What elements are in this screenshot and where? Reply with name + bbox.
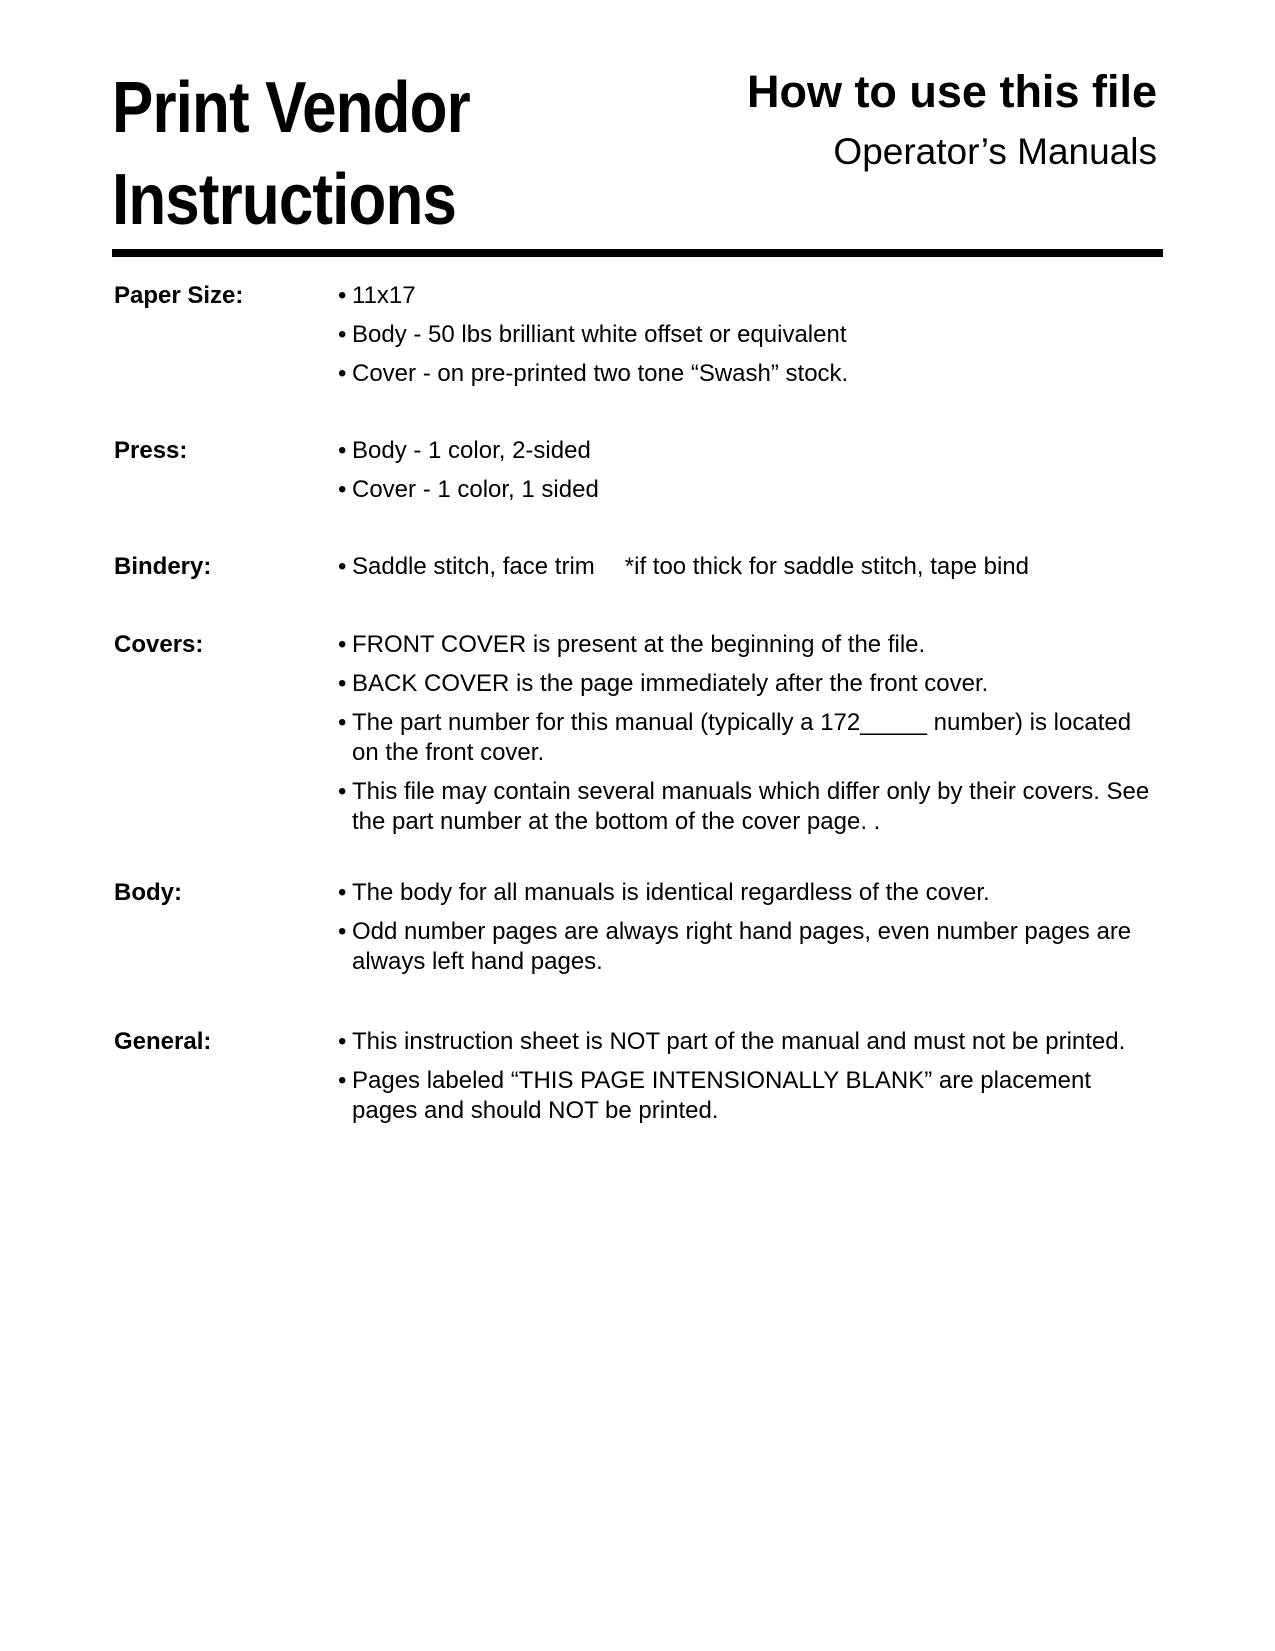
list-item-text: This file may contain several manuals which differ only by their covers. See the part number at the bottom of the cover page. . <box>352 778 1150 835</box>
section-label: Body: <box>114 879 182 906</box>
list-item-text: The part number for this manual (typically a 172_____ number) is located on the front cover. <box>352 709 1132 766</box>
section-items <box>338 878 1158 986</box>
bullet-icon: • <box>338 282 347 309</box>
list-item-note: *if too thick for saddle stitch, tape bind <box>624 553 1029 580</box>
subtitle-main: How to use this file <box>746 66 1157 117</box>
section-label: General: <box>114 1028 212 1055</box>
bullet-icon: • <box>338 709 347 736</box>
list-item-text: Body - 1 color, 2-sided <box>352 437 591 464</box>
bullet-icon: • <box>338 918 347 945</box>
list-item <box>338 359 1158 389</box>
list-item <box>338 436 1158 466</box>
bullet-icon: • <box>338 879 347 906</box>
list-item-text: FRONT COVER is present at the beginning of the file. <box>352 631 926 658</box>
list-item <box>338 320 1158 350</box>
list-item-text: Cover - on pre-printed two tone “Swash” stock. <box>352 360 849 387</box>
list-item <box>338 878 1158 908</box>
list-item-text: 11x17 <box>352 282 416 309</box>
section-label: Bindery: <box>114 553 212 580</box>
section-label: Covers: <box>114 631 204 658</box>
list-item <box>338 1027 1158 1057</box>
section-items <box>338 1027 1158 1135</box>
bullet-icon: • <box>338 631 347 658</box>
section-label: Press: <box>114 437 188 464</box>
list-item-text: BACK COVER is the page immediately after the front cover. <box>352 670 989 697</box>
list-item-text: The body for all manuals is identical regardless of the cover. <box>352 879 990 906</box>
list-item-text: Pages labeled “THIS PAGE INTENSIONALLY BLANK” are placement pages and should NOT be printed. <box>352 1067 1091 1124</box>
list-item-text: Odd number pages are always right hand pages, even number pages are always left hand pages. <box>352 918 1132 975</box>
list-item-text: Body - 50 lbs brilliant white offset or equivalent <box>352 321 847 348</box>
header-divider <box>112 249 1163 257</box>
bullet-icon: • <box>338 553 347 580</box>
bullet-icon: • <box>338 437 347 464</box>
list-item-text: Cover - 1 color, 1 sided <box>352 476 599 503</box>
list-item <box>338 552 1158 582</box>
list-item <box>338 708 1158 768</box>
list-item <box>338 669 1158 699</box>
list-item <box>338 777 1158 837</box>
list-item <box>338 1066 1158 1126</box>
bullet-icon: • <box>338 321 347 348</box>
list-item <box>338 917 1158 977</box>
list-item-text: Saddle stitch, face trim <box>352 553 595 580</box>
title-line-1: Print Vendor <box>112 68 470 148</box>
section-items <box>338 436 1158 514</box>
header-right <box>747 62 1157 182</box>
bullet-icon: • <box>338 1067 347 1094</box>
section-items <box>338 281 1158 398</box>
section-label: Paper Size: <box>114 282 244 309</box>
bullet-icon: • <box>338 360 347 387</box>
page-title <box>112 62 470 246</box>
list-item <box>338 281 1158 311</box>
list-item <box>338 475 1158 505</box>
section-items <box>338 552 1158 591</box>
bullet-icon: • <box>338 778 347 805</box>
list-item <box>338 630 1158 660</box>
list-item-text: This instruction sheet is NOT part of the manual and must not be printed. <box>352 1028 1126 1055</box>
title-line-2: Instructions <box>112 160 457 240</box>
bullet-icon: • <box>338 1028 347 1055</box>
subtitle-sub: Operator’s Manuals <box>833 131 1157 172</box>
bullet-icon: • <box>338 670 347 697</box>
section-items <box>338 630 1158 846</box>
bullet-icon: • <box>338 476 347 503</box>
